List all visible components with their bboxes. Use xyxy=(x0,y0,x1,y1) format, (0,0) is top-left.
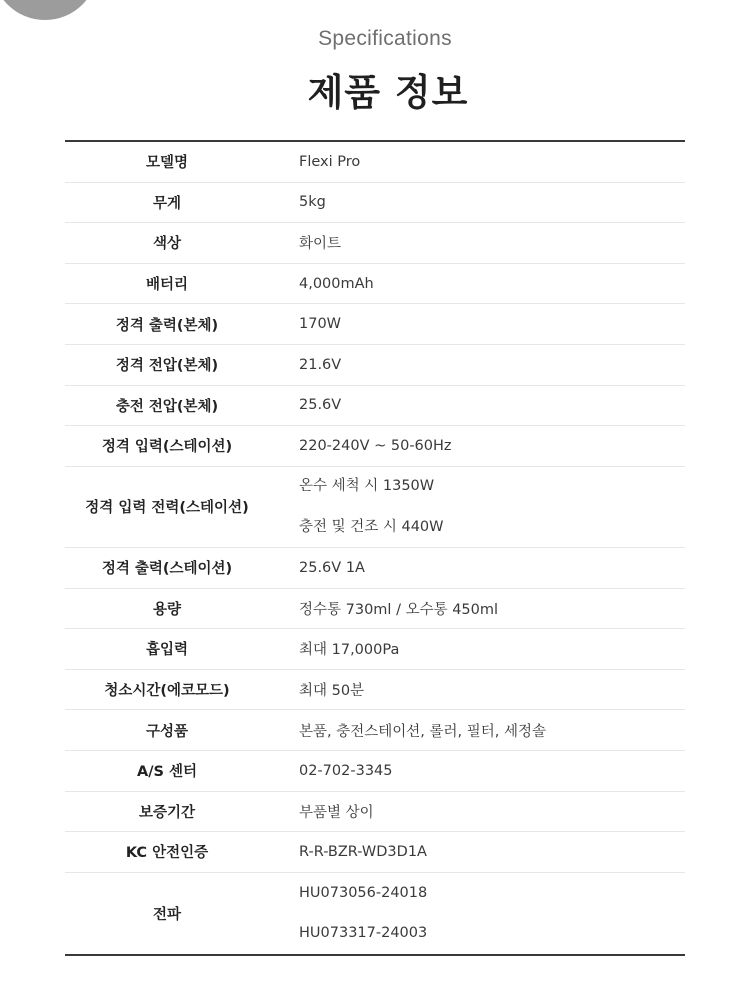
spec-label: A/S 센터 xyxy=(136,764,198,781)
spec-value-line: 25.6V xyxy=(299,397,342,414)
spec-value xyxy=(269,801,685,822)
spec-value-line: HU073317-24003 xyxy=(299,925,428,942)
spec-row xyxy=(65,832,685,873)
spec-label: 용량 xyxy=(152,601,181,618)
spec-row xyxy=(65,426,685,467)
spec-value xyxy=(269,276,685,292)
spec-label: 전파 xyxy=(152,906,181,923)
spec-value xyxy=(269,154,685,170)
corner-circle-decoration xyxy=(0,0,98,20)
spec-value-line: 220-240V ~ 50-60Hz xyxy=(299,437,452,454)
spec-row xyxy=(65,467,685,548)
spec-value-line: 정수통 730ml / 오수통 450ml xyxy=(299,601,499,618)
spec-row xyxy=(65,183,685,224)
spec-row xyxy=(65,670,685,711)
spec-value-line: 충전 및 건조 시 440W xyxy=(299,518,444,535)
spec-value-line: 25.6V 1A xyxy=(299,559,365,576)
spec-table xyxy=(65,140,685,956)
spec-row xyxy=(65,548,685,589)
spec-value xyxy=(269,232,685,253)
spec-value xyxy=(269,763,685,779)
spec-label: 구성품 xyxy=(145,723,189,740)
spec-value-line: 5kg xyxy=(299,194,326,211)
spec-value xyxy=(269,873,685,954)
spec-row xyxy=(65,264,685,305)
spec-row xyxy=(65,751,685,792)
spec-row xyxy=(65,792,685,833)
spec-label: 충전 전압(본체) xyxy=(115,398,219,415)
spec-value xyxy=(269,438,685,454)
spec-value-line: 부품별 상이 xyxy=(299,804,374,821)
spec-value-line: 최대 50분 xyxy=(299,683,365,700)
spec-label: 모델명 xyxy=(145,155,189,172)
spec-value-line: 21.6V xyxy=(299,356,342,373)
spec-value xyxy=(269,679,685,700)
spec-row xyxy=(65,142,685,183)
spec-label: 무게 xyxy=(152,195,181,212)
spec-value xyxy=(269,598,685,619)
spec-row xyxy=(65,629,685,670)
spec-value xyxy=(269,466,685,547)
spec-value xyxy=(269,560,685,576)
spec-label: 정격 출력(스테이션) xyxy=(101,561,233,578)
spec-label: 정격 입력(스테이션) xyxy=(101,439,233,456)
spec-value-line: 170W xyxy=(299,316,342,333)
spec-label: 보증기간 xyxy=(138,804,196,821)
spec-row xyxy=(65,304,685,345)
spec-row xyxy=(65,386,685,427)
spec-value-line: 본품, 충전스테이션, 롤러, 필터, 세정솔 xyxy=(299,723,546,740)
spec-row xyxy=(65,223,685,264)
spec-label: 청소시간(에코모드) xyxy=(104,683,230,700)
spec-row xyxy=(65,589,685,630)
spec-label: 색상 xyxy=(152,236,181,253)
spec-value xyxy=(269,357,685,373)
spec-label: 흡입력 xyxy=(145,642,189,659)
spec-label: KC 안전인증 xyxy=(125,845,209,862)
spec-row xyxy=(65,710,685,751)
spec-value xyxy=(269,316,685,332)
spec-label: 정격 입력 전력(스테이션) xyxy=(85,500,249,517)
spec-value-line: 온수 세척 시 1350W xyxy=(299,478,435,495)
spec-value-line: 02-702-3345 xyxy=(299,762,393,779)
spec-value-line: 최대 17,000Pa xyxy=(299,642,400,659)
spec-label: 배터리 xyxy=(145,277,189,294)
spec-value-line: 화이트 xyxy=(299,236,342,253)
spec-label: 정격 전압(본체) xyxy=(115,358,219,375)
spec-value-line: R-R-BZR-WD3D1A xyxy=(299,843,427,860)
spec-value xyxy=(269,720,685,741)
section-subtitle: Specifications xyxy=(318,27,452,50)
spec-value-line: HU073056-24018 xyxy=(299,884,428,901)
spec-value xyxy=(269,194,685,210)
spec-value-line: Flexi Pro xyxy=(299,153,361,170)
spec-row xyxy=(65,873,685,954)
page-title: 제품 정보 xyxy=(307,71,469,114)
spec-value-line: 4,000mAh xyxy=(299,275,374,292)
spec-value xyxy=(269,638,685,659)
spec-label: 정격 출력(본체) xyxy=(115,317,219,334)
spec-row xyxy=(65,345,685,386)
spec-value xyxy=(269,397,685,413)
spec-value xyxy=(269,844,685,860)
